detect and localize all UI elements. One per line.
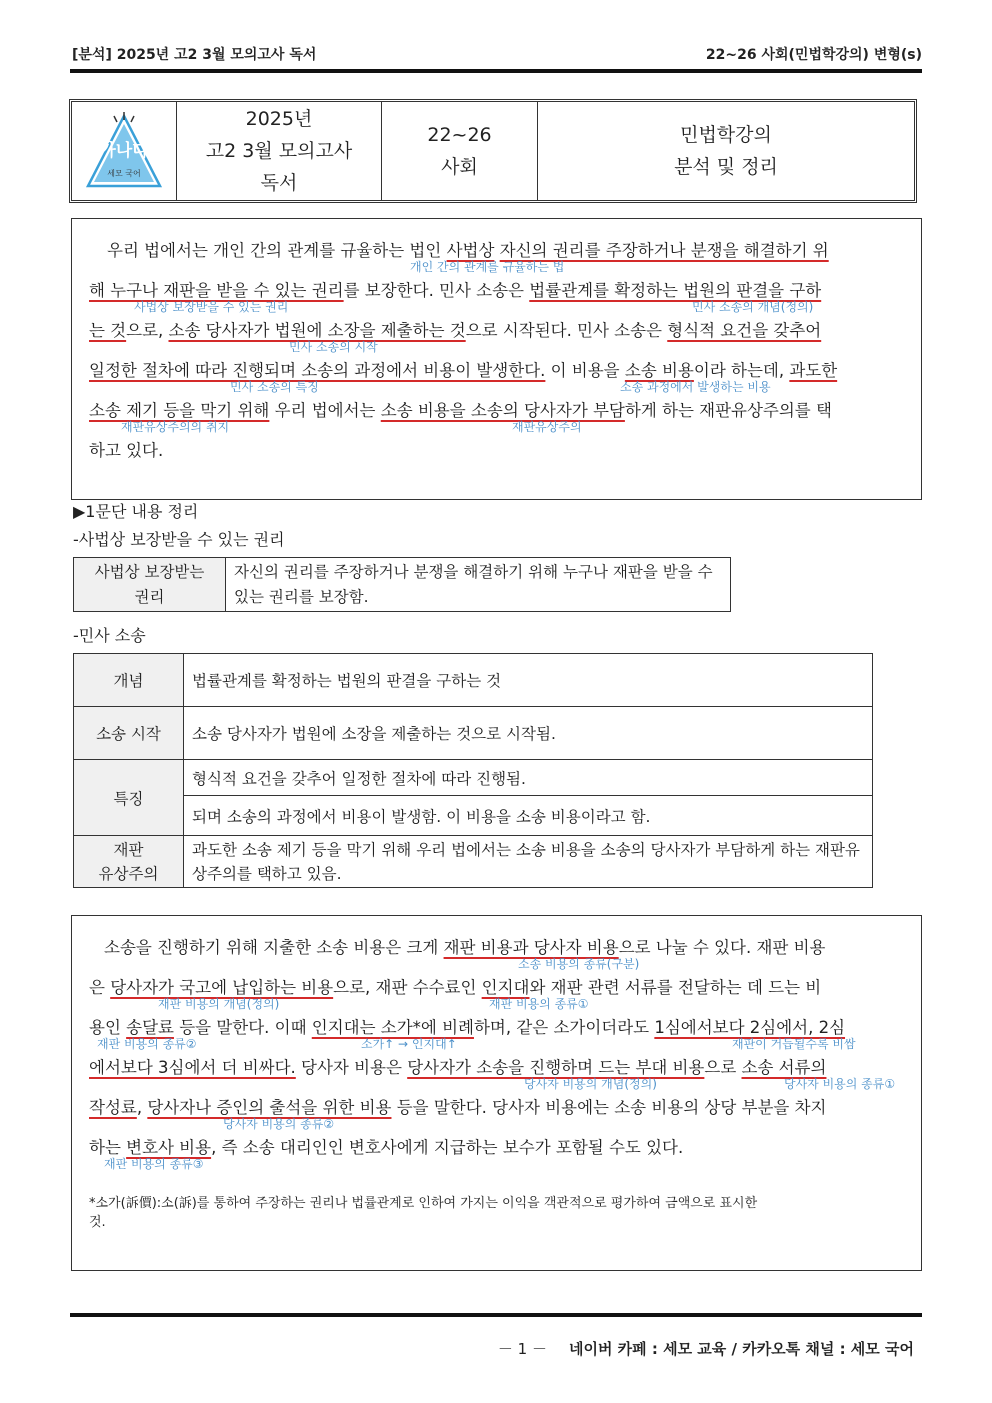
- table-cell: 자신의 권리를 주장하거나 분쟁을 해결하기 위해 누구나 재판을 받을 수 있는 권리를 보장함.: [226, 558, 731, 612]
- p1-highlight: 사법상: [446, 241, 495, 260]
- table-header-cell: [74, 558, 226, 612]
- table-header-cell: 개념: [74, 654, 184, 707]
- p1-text: 이 비용을: [545, 361, 625, 380]
- p1-annotation: 민사 소송의 시작: [289, 340, 378, 354]
- table-header-cell: [74, 836, 184, 888]
- exam-cell: [177, 102, 382, 200]
- rights-table: [73, 557, 731, 612]
- p2-text: 으로, 재판 수수료인: [333, 978, 482, 997]
- semo-logo: [84, 110, 164, 192]
- p2-annotation: 재판이 거듭될수록 비쌈: [732, 1037, 856, 1051]
- section-1-sub-2: -민사 소송: [73, 626, 146, 645]
- footer-text: 네이버 카페 : 세모 교육 / 카카오톡 채널 : 세모 국어: [568, 1340, 914, 1358]
- p2-highlight: 인지대는 소가*에 비례: [311, 1018, 474, 1037]
- title-box: [69, 99, 917, 203]
- exam-section: 독서: [260, 172, 298, 194]
- p1-highlight: 해 누구나 재판을 받을 수 있는 권리: [89, 281, 344, 300]
- range-cell: [382, 102, 538, 200]
- p2-annotation: 재판 비용의 개념(정의): [158, 997, 280, 1011]
- p2-text: 은: [89, 978, 111, 997]
- table-header-cell: 특징: [74, 760, 184, 836]
- section-1-sub-1: -사법상 보장받을 수 있는 권리: [73, 530, 285, 549]
- header-line: 권리: [134, 587, 165, 606]
- logo-cell: [72, 102, 177, 200]
- p1-text: 우리 법에서는: [269, 401, 381, 420]
- p2-annotation: 당사자 비용의 종류①: [784, 1077, 896, 1091]
- p2-highlight: 송달료: [126, 1018, 174, 1037]
- footer-divider: [70, 1313, 922, 1317]
- table-row: [74, 707, 873, 760]
- p1-text: 를 보장한다. 민사 소송은: [343, 281, 530, 300]
- p1-highlight: 법률관계를 확정하는 법원의 판결을 구하: [529, 281, 822, 300]
- header-line: 사법상 보장받는: [94, 562, 205, 581]
- p2-annotation: 소송 비용의 종류(구분): [518, 957, 640, 971]
- p2-text: 등을 말한다. 이때: [173, 1018, 312, 1037]
- p2-annotation: 재판 비용의 종류①: [489, 997, 589, 1011]
- topic-title: 민법학강의: [680, 124, 772, 146]
- subject: 사회: [441, 156, 478, 178]
- p1-text: 으로 시작된다. 민사 소송은: [465, 321, 668, 340]
- table-row: [74, 760, 873, 796]
- p1-line-6: 하고 있다.: [89, 441, 164, 460]
- p1-annotation: 민사 소송의 특징: [230, 380, 319, 394]
- footnote-line-2: 것.: [89, 1215, 106, 1230]
- header-right: 22~26 사회(민법학강의) 변형(s): [705, 47, 922, 63]
- footnote-line-1: *소가(訴價):소(訴)를 통하여 주장하는 권리나 법률관계로 인하여 가지는 이익을 객관적으로 평가하여 금액으로 표시한: [89, 1196, 758, 1211]
- p1-annotation: 재판유상주의: [512, 420, 582, 434]
- p1-highlight: 형식적 요건을 갖추어: [667, 321, 822, 340]
- header-line: 유상주의: [98, 864, 159, 883]
- p1-text: 이라 하는데,: [693, 361, 790, 380]
- p1-highlight: 자신의 권리를 주장하거나 분쟁을 해결하기 위: [499, 241, 829, 260]
- table-row: [74, 654, 873, 707]
- p2-annotation: 당사자 비용의 개념(정의): [524, 1077, 657, 1091]
- exam-year: 2025년: [245, 108, 313, 130]
- p1-annotation: 재판유상주의의 취지: [121, 420, 230, 434]
- p2-text: 하는: [89, 1138, 127, 1157]
- paragraph-2-box: [71, 915, 922, 1271]
- table-header-cell: 소송 시작: [74, 707, 184, 760]
- table-row: [74, 796, 873, 836]
- p2-line-5: [89, 1094, 826, 1118]
- p2-annotation: 재판 비용의 종류③: [104, 1157, 204, 1171]
- header-left: [분석] 2025년 고2 3월 모의고사 독서: [72, 47, 317, 63]
- p1-annotation: 개인 간의 관계를 규율하는 법: [410, 260, 565, 274]
- p2-text: 등을 말한다. 당사자 비용에는 소송 비용의 상당 부분을 차지: [391, 1098, 827, 1117]
- p2-text: ,: [136, 1098, 148, 1117]
- p2-text: , 즉 소송 대리인인 변호사에게 지급하는 보수가 포함될 수도 있다.: [211, 1138, 684, 1157]
- p2-highlight: 재판 비용과 당사자 비용: [443, 938, 619, 957]
- p2-line-4: [89, 1054, 826, 1078]
- topic-cell: [538, 102, 914, 200]
- p2-line-1: [104, 934, 826, 958]
- p2-text: 용인: [89, 1018, 127, 1037]
- table-row: [74, 836, 873, 888]
- section-1-title: ▶1문단 내용 정리: [73, 502, 199, 521]
- table-cell: 형식적 요건을 갖추어 일정한 절차에 따라 진행됨.: [184, 760, 873, 796]
- p2-highlight: 당사자가 국고에 납입하는 비용: [110, 978, 334, 997]
- p2-highlight: 소송 서류의: [741, 1058, 827, 1077]
- p2-text: 소송을 진행하기 위해 지출한 소송 비용은 크게: [104, 938, 444, 957]
- p2-text: 으로: [704, 1058, 742, 1077]
- p1-highlight: 일정한 절차에 따라 진행되며 소송의 과정에서 비용이 발생한다.: [89, 361, 546, 380]
- table-cell: 소송 당사자가 법원에 소장을 제출하는 것으로 시작됨.: [184, 707, 873, 760]
- p1-highlight: 소송 제기 등을 막기 위해: [89, 401, 270, 420]
- logo-mark: 가나다: [99, 141, 149, 161]
- p1-annotation: 민사 소송의 개념(정의): [692, 300, 814, 314]
- p2-highlight: 당사자나 증인의 출석을 위한 비용: [147, 1098, 392, 1117]
- p2-annotation: 당사자 비용의 종류②: [223, 1117, 335, 1131]
- table-cell: 법률관계를 확정하는 법원의 판결을 구하는 것: [184, 654, 873, 707]
- p2-highlight: 1심에서보다 2심에서, 2심: [654, 1018, 846, 1037]
- logo-text: 세모 국어: [107, 169, 141, 178]
- p1-highlight: 소송 비용: [624, 361, 694, 380]
- table-row: [74, 558, 731, 612]
- p1-annotation: 사법상 보장받을 수 있는 권리: [134, 300, 289, 314]
- question-range: 22~26: [427, 124, 492, 146]
- p2-highlight: 변호사 비용: [126, 1138, 212, 1157]
- topic-subtitle: 분석 및 정리: [674, 156, 778, 178]
- p2-text: 당사자 비용은: [295, 1058, 408, 1077]
- table-cell: 되며 소송의 과정에서 비용이 발생함. 이 비용을 소송 비용이라고 함.: [184, 796, 873, 836]
- p2-annotation: 재판 비용의 종류②: [97, 1037, 197, 1051]
- civil-suit-table: [73, 653, 873, 888]
- p1-highlight: 소송 당사자가 법원에 소장을 제출하는 것: [168, 321, 466, 340]
- p1-highlight: 소송 비용을 소송의 당사자가 부담: [380, 401, 625, 420]
- p2-text: 와 재판 관련 서류를 전달하는 데 드는 비: [529, 978, 822, 997]
- table-cell: 과도한 소송 제기 등을 막기 위해 우리 법에서는 소송 비용을 소송의 당사자가 부담하게 하는 재판유상주의를 택하고 있음.: [184, 836, 873, 888]
- p1-text: 으로,: [126, 321, 169, 340]
- p1-annotation: 소송 과정에서 발생하는 비용: [620, 380, 771, 394]
- p1-text: 우리 법에서는 개인 간의 관계를 규율하는 법인: [107, 241, 447, 260]
- p2-highlight: 인지대: [481, 978, 530, 997]
- exam-name: 고2 3월 모의고사: [205, 140, 353, 162]
- p2-text: 으로 나눌 수 있다. 재판 비용: [618, 938, 826, 957]
- header-line: 재판: [113, 840, 144, 859]
- page-number: － 1 －: [497, 1340, 547, 1358]
- header-divider: [70, 69, 922, 73]
- p1-highlight: 는 것: [89, 321, 127, 340]
- p1-line-3: [89, 317, 821, 341]
- p2-annotation: 소가↑ → 인지대↑: [361, 1037, 457, 1051]
- p2-text: 하며, 같은 소가이더라도: [473, 1018, 655, 1037]
- p2-highlight: 에서보다 3심에서 더 비싸다.: [89, 1058, 296, 1077]
- p1-highlight: 과도한: [789, 361, 838, 380]
- p1-text: 하게 하는 재판유상주의를 택: [624, 401, 832, 420]
- footer: [498, 1338, 914, 1359]
- p2-highlight: 당사자가 소송을 진행하며 드는 부대 비용: [407, 1058, 705, 1077]
- p2-highlight: 작성료: [89, 1098, 137, 1117]
